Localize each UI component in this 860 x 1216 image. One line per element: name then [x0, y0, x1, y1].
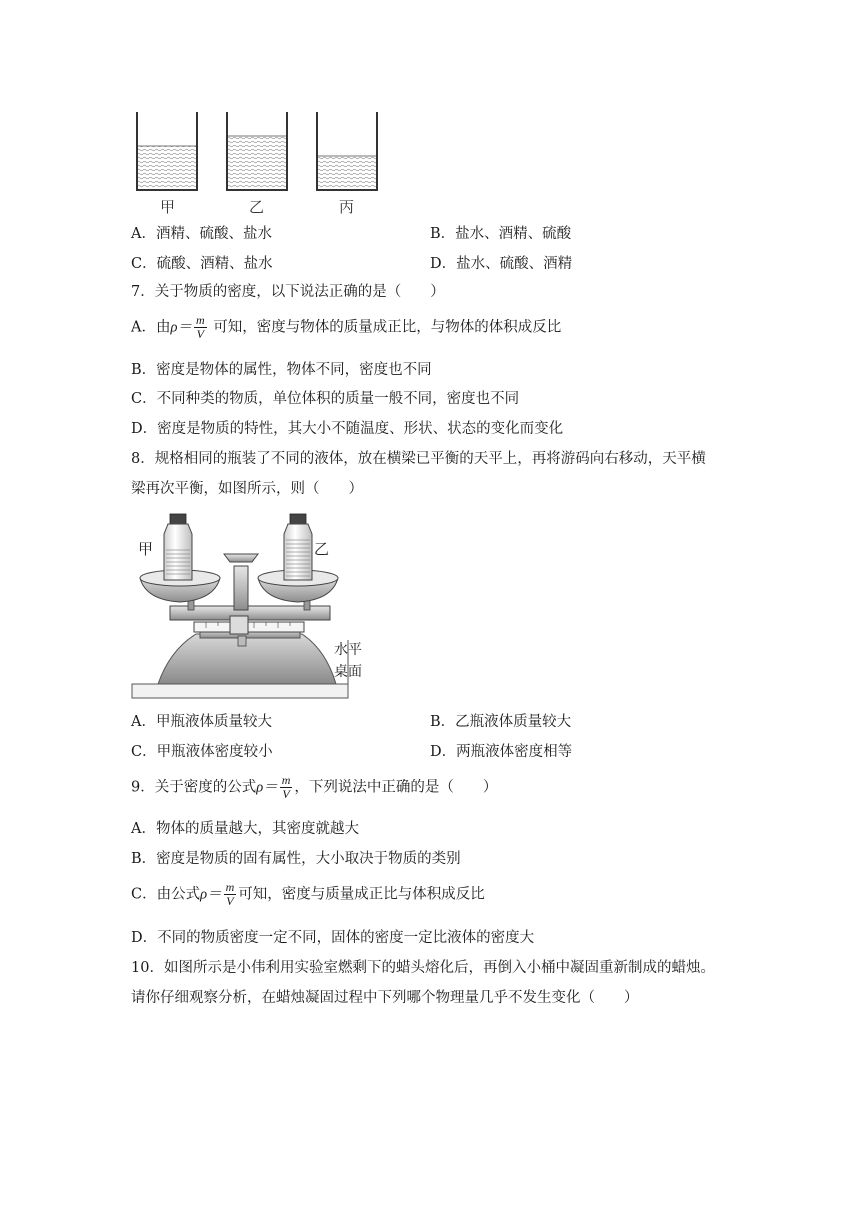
fraction-m-over-v: $\frac{m}{V}$: [225, 880, 235, 908]
q10-stem-line2: 请你仔细观察分析，在蜡烛凝固过程中下列哪个物理量几乎不发生变化（ ）: [131, 990, 639, 1006]
table-label-line1: 水平: [334, 642, 362, 658]
q10-stem-line1: 10．如图所示是小伟利用实验室燃剩下的蜡头熔化后，再倒入小桶中凝固重新制成的蜡烛。: [131, 960, 715, 976]
q8-option-c[interactable]: C．甲瓶液体密度较小: [131, 744, 273, 760]
q7-option-a-suffix: 可知，密度与物体的质量成正比，与物体的体积成反比: [208, 319, 562, 336]
beaker-bing: [317, 112, 377, 190]
q9-option-b[interactable]: B．密度是物质的固有属性，大小取决于物质的类别: [131, 851, 461, 867]
q8-option-d[interactable]: D．两瓶液体密度相等: [430, 744, 573, 760]
q8-option-a[interactable]: A．甲瓶液体质量较大: [131, 714, 272, 730]
fraction-m-over-v: $\frac{m}{V}$: [281, 773, 291, 801]
rho-symbol: ρ＝: [256, 779, 278, 796]
balance-label-yi: 乙: [314, 540, 330, 558]
q6-option-a[interactable]: A．酒精、硫酸、盐水: [131, 226, 272, 242]
fraction-m-over-v: $\frac{m}{V}$: [195, 313, 205, 341]
beaker-yi: [227, 112, 287, 190]
q7-option-a[interactable]: [131, 314, 561, 341]
q7-option-d[interactable]: D．密度是物质的特性，其大小不随温度、形状、状态的变化而变化: [131, 421, 564, 437]
balance-figure: [130, 510, 370, 702]
q9-option-c-suffix: 可知，密度与质量成正比与体积成反比: [238, 886, 485, 903]
q9-option-d[interactable]: D．不同的物质密度一定不同，固体的密度一定比液体的密度大: [131, 930, 535, 946]
beakers-figure: [125, 108, 395, 218]
rho-symbol: ρ＝: [170, 319, 192, 336]
label-jia: 甲: [160, 198, 176, 216]
q8-option-b[interactable]: B．乙瓶液体质量较大: [430, 714, 572, 730]
balance-label-jia: 甲: [138, 540, 154, 558]
q6-option-b[interactable]: B．盐水、酒精、硫酸: [430, 226, 572, 242]
q9-stem: [131, 774, 497, 801]
bottle-yi: [284, 514, 312, 580]
q8-stem-line2: 梁再次平衡，如图所示，则（ ）: [131, 481, 363, 497]
q7-stem: 7．关于物质的密度，以下说法正确的是（ ）: [131, 284, 445, 300]
q9-stem-prefix: 9．关于密度的公式: [131, 779, 257, 796]
q6-option-d[interactable]: D．盐水、硫酸、酒精: [430, 256, 573, 272]
q7-option-b[interactable]: B．密度是物体的属性，物体不同，密度也不同: [131, 362, 432, 378]
q9-option-c[interactable]: [131, 881, 485, 908]
rho-symbol: ρ＝: [200, 886, 222, 903]
label-yi: 乙: [249, 198, 265, 216]
beaker-jia: [137, 112, 197, 190]
q9-option-c-prefix: C．由公式: [131, 886, 201, 903]
q7-option-c[interactable]: C．不同种类的物质，单位体积的质量一般不同，密度也不同: [131, 391, 520, 407]
q9-option-a[interactable]: A．物体的质量越大，其密度就越大: [131, 821, 359, 837]
q8-stem-line1: 8．规格相同的瓶装了不同的液体，放在横梁已平衡的天平上，再将游码向右移动，天平横: [131, 451, 706, 467]
label-bing: 丙: [339, 198, 355, 216]
q9-stem-suffix: ，下列说法中正确的是（ ）: [294, 779, 498, 796]
q6-option-c[interactable]: C．硫酸、酒精、盐水: [131, 256, 273, 272]
q7-option-a-prefix: A．由: [131, 319, 171, 336]
table-label-line2: 桌面: [334, 664, 362, 680]
bottle-jia: [164, 514, 192, 580]
